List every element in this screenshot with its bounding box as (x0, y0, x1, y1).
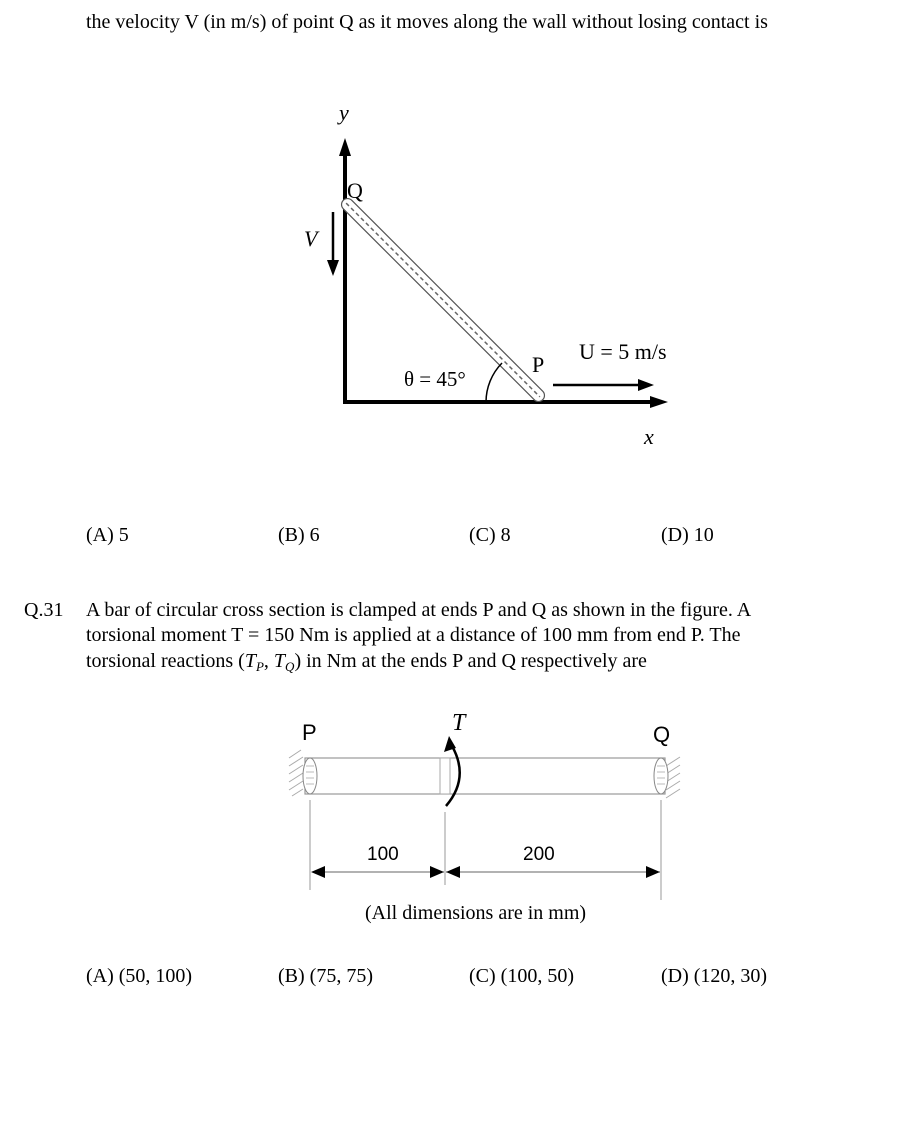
tq-subscript: Q (285, 659, 295, 674)
q30-option-a[interactable]: (A) 5 (86, 524, 129, 546)
tp-subscript: P (255, 659, 264, 674)
torque-section (440, 758, 450, 794)
q30-option-c[interactable]: (C) 8 (469, 524, 511, 546)
tq-symbol: T (273, 650, 286, 672)
q31-line-1: A bar of circular cross section is clamped at ends P and Q as shown in the figure. A (86, 599, 752, 621)
q30-stem-line: the velocity V (in m/s) of point Q as it moves along the wall without losing contact is (86, 11, 768, 33)
circular-bar (305, 758, 665, 794)
bar-end-q (654, 758, 668, 794)
q31-option-d[interactable]: (D) (120, 30) (661, 965, 768, 987)
dimension-200-label: 200 (523, 844, 555, 865)
q31-number: Q.31 (24, 599, 64, 621)
dimension-100-label: 100 (367, 844, 399, 865)
q31-line-3-suffix: ) in Nm at the ends P and Q respectively are (294, 650, 647, 672)
q31-line-3-comma: , (263, 650, 274, 672)
q31-line-2: torsional moment T = 150 Nm is applied at a distance of 100 mm from end P. The (86, 624, 741, 646)
torque-label: T (452, 710, 466, 736)
y-axis-label: y (339, 100, 349, 125)
q31-option-b[interactable]: (B) (75, 75) (278, 965, 373, 987)
q30-option-d[interactable]: (D) 10 (661, 524, 714, 546)
velocity-u-label: U = 5 m/s (579, 339, 667, 364)
tp-symbol: T (244, 650, 256, 672)
q31-line-3-prefix: torsional reactions ( (86, 650, 245, 672)
end-q-label: Q (653, 722, 671, 747)
velocity-v-label: V (304, 226, 318, 251)
point-p-label: P (532, 352, 545, 377)
q31-figure-caption: (All dimensions are in mm) (365, 902, 587, 924)
q31-option-c[interactable]: (C) (100, 50) (469, 965, 574, 987)
x-axis-label: x (644, 424, 654, 449)
q30-option-b[interactable]: (B) 6 (278, 524, 320, 546)
bar-end-p (303, 758, 317, 794)
theta-label: θ = 45° (404, 367, 466, 391)
point-q-label: Q (347, 178, 363, 203)
end-p-label: P (302, 720, 317, 745)
q31-option-a[interactable]: (A) (50, 100) (86, 965, 193, 987)
left-clamp (289, 750, 303, 796)
